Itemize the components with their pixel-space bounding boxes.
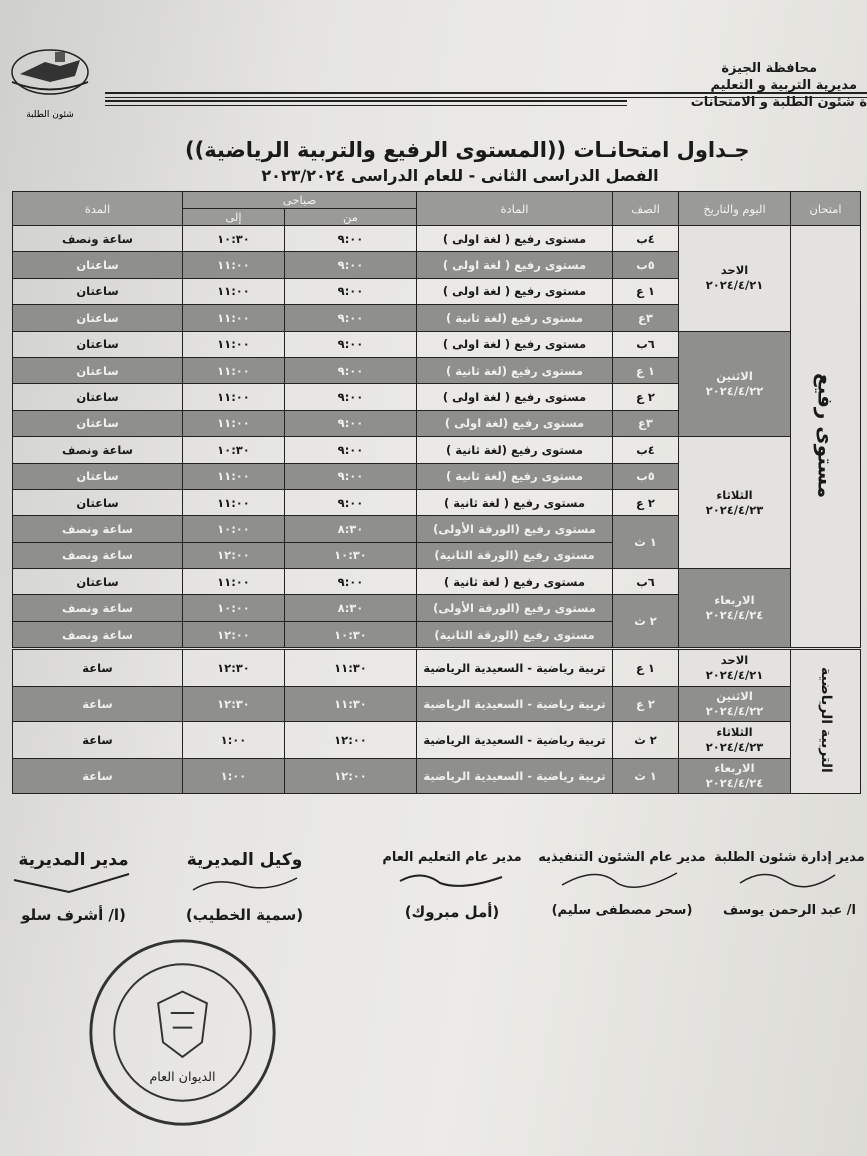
- duration-cell: ساعتان: [13, 569, 183, 595]
- duration-cell: ساعتان: [13, 357, 183, 383]
- table-row: [13, 437, 861, 463]
- from-cell: ٩:٠٠: [285, 357, 417, 383]
- letterhead-directorate: مديرية التربية و التعليم: [710, 78, 857, 93]
- handwritten-signature-icon: [185, 870, 305, 898]
- day-cell: الاحد ٢٠٢٤/٤/٢١: [679, 649, 791, 687]
- to-cell: ١٢:٠٠: [183, 542, 285, 568]
- duration-cell: ساعتان: [13, 384, 183, 410]
- duration-cell: ساعة: [13, 687, 183, 722]
- class-cell: ٢ ع: [613, 489, 679, 515]
- class-cell: ٢ ث: [613, 722, 679, 759]
- class-cell: ٤ب: [613, 437, 679, 463]
- to-cell: ١١:٠٠: [183, 569, 285, 595]
- handwritten-signature-icon: [735, 865, 845, 893]
- day-cell: الاثنين ٢٠٢٤/٤/٢٢: [679, 687, 791, 722]
- class-cell: ٦ب: [613, 569, 679, 595]
- subject-cell: مستوى رفيع (الورقة الثانية): [417, 621, 613, 648]
- page-title: جـداول امتحانـات ((المستوى الرفيع والتربية الرياضية)): [185, 138, 750, 162]
- handwritten-signature-icon: [557, 865, 687, 893]
- from-cell: ١٠:٣٠: [285, 621, 417, 648]
- subject-cell: مستوى رفيع (الورقة الثانية): [417, 542, 613, 568]
- class-cell: ١ ع: [613, 649, 679, 687]
- from-cell: ٨:٣٠: [285, 595, 417, 621]
- class-cell: ١ ع: [613, 357, 679, 383]
- duration-cell: ساعة: [13, 722, 183, 759]
- page-subtitle: الفصل الدراسى الثانى - للعام الدراسى ٢٠٢٣/٢٠٢٤: [261, 166, 659, 185]
- duration-cell: ساعتان: [13, 489, 183, 515]
- subject-cell: مستوى رفيع (لغة ثانية ): [417, 305, 613, 331]
- logo-caption: شئون الطلبة: [26, 110, 74, 120]
- class-cell: ٥ب: [613, 252, 679, 278]
- day-cell: الاثنين ٢٠٢٤/٤/٢٢: [679, 331, 791, 437]
- to-cell: ١٠:٠٠: [183, 516, 285, 542]
- class-cell: ٢ ث: [613, 595, 679, 649]
- duration-cell: ساعة ونصف: [13, 437, 183, 463]
- signature-deputy: وكيل المديرية (سمية الخطيب): [185, 850, 304, 924]
- ministry-logo: [0, 42, 100, 122]
- to-cell: ١٠:٣٠: [183, 437, 285, 463]
- subject-cell: مستوى رفيع ( لغة ثانية ): [417, 569, 613, 595]
- from-cell: ١٢:٠٠: [285, 759, 417, 794]
- header-class: الصف: [613, 192, 679, 226]
- to-cell: ١٢:٣٠: [183, 649, 285, 687]
- stamp-text: الديوان العام: [149, 1069, 216, 1085]
- from-cell: ١٢:٠٠: [285, 722, 417, 759]
- class-cell: ٤ب: [613, 226, 679, 252]
- to-cell: ١١:٠٠: [183, 384, 285, 410]
- signature-students-affairs: مدير إدارة شئون الطلبة ا/ عبد الرحمن يوسف: [714, 850, 865, 918]
- duration-cell: ساعة: [13, 759, 183, 794]
- to-cell: ١٢:٣٠: [183, 687, 285, 722]
- duration-cell: ساعة: [13, 649, 183, 687]
- from-cell: ١١:٣٠: [285, 649, 417, 687]
- duration-cell: ساعتان: [13, 410, 183, 436]
- from-cell: ٩:٠٠: [285, 463, 417, 489]
- subject-cell: مستوى رفيع (الورقة الأولى): [417, 595, 613, 621]
- subject-cell: تربية رياضية - السعيدية الرياضية: [417, 759, 613, 794]
- class-cell: ٥ب: [613, 463, 679, 489]
- duration-cell: ساعتان: [13, 278, 183, 304]
- header-day-date: اليوم والتاريخ: [679, 192, 791, 226]
- section-rafie: مستوى رفيع: [791, 226, 861, 649]
- day-cell: الاربعاء ٢٠٢٤/٤/٢٤: [679, 569, 791, 649]
- table-row: [13, 687, 861, 722]
- handwritten-signature-icon: [392, 865, 512, 893]
- duration-cell: ساعتان: [13, 305, 183, 331]
- day-cell: الاربعاء ٢٠٢٤/٤/٢٤: [679, 759, 791, 794]
- signature-general-education: مدير عام التعليم العام (أمل مبروك): [382, 850, 522, 921]
- section-sports: التربية الرياضية: [791, 649, 861, 794]
- subject-cell: مستوى رفيع (لغة اولى ): [417, 410, 613, 436]
- class-cell: ٣ع: [613, 410, 679, 436]
- duration-cell: ساعة ونصف: [13, 621, 183, 648]
- from-cell: ١١:٣٠: [285, 687, 417, 722]
- table-row: [13, 649, 861, 687]
- class-cell: ٢ ع: [613, 384, 679, 410]
- subject-cell: مستوى رفيع (لغة ثانية ): [417, 463, 613, 489]
- round-official-stamp-icon: [85, 935, 280, 1130]
- signature-executive-affairs: مدير عام الشئون التنفيذيه (سحر مصطفى سليم): [538, 850, 706, 918]
- subject-cell: تربية رياضية - السعيدية الرياضية: [417, 687, 613, 722]
- subject-cell: تربية رياضية - السعيدية الرياضية: [417, 649, 613, 687]
- subject-cell: مستوى رفيع ( لغة اولى ): [417, 384, 613, 410]
- duration-cell: ساعتان: [13, 252, 183, 278]
- duration-cell: ساعة ونصف: [13, 226, 183, 252]
- header-rule: [105, 92, 867, 98]
- to-cell: ١١:٠٠: [183, 278, 285, 304]
- letterhead: [627, 60, 867, 111]
- day-cell: الثلاثاء ٢٠٢٤/٤/٢٣: [679, 437, 791, 569]
- to-cell: ١١:٠٠: [183, 410, 285, 436]
- duration-cell: ساعتان: [13, 463, 183, 489]
- duration-cell: ساعة ونصف: [13, 516, 183, 542]
- header-exam: امتحان: [791, 192, 861, 226]
- subject-cell: مستوى رفيع ( لغة اولى ): [417, 252, 613, 278]
- table-row: [13, 722, 861, 759]
- class-cell: ٢ ع: [613, 687, 679, 722]
- to-cell: ١:٠٠: [183, 722, 285, 759]
- subject-cell: مستوى رفيع (الورقة الأولى): [417, 516, 613, 542]
- from-cell: ٩:٠٠: [285, 569, 417, 595]
- header-rule-2: [105, 100, 627, 106]
- letterhead-governorate: محافظة الجيزة: [721, 61, 817, 76]
- to-cell: ١١:٠٠: [183, 463, 285, 489]
- header-to: إلى: [183, 209, 285, 226]
- header-subject: المادة: [417, 192, 613, 226]
- table-row: [13, 569, 861, 595]
- from-cell: ٩:٠٠: [285, 384, 417, 410]
- class-cell: ١ ث: [613, 516, 679, 569]
- to-cell: ١١:٠٠: [183, 331, 285, 357]
- table-row: [13, 331, 861, 357]
- table-row: [13, 759, 861, 794]
- from-cell: ٩:٠٠: [285, 331, 417, 357]
- subject-cell: مستوى رفيع ( لغة اولى ): [417, 226, 613, 252]
- from-cell: ٩:٠٠: [285, 437, 417, 463]
- to-cell: ١٠:٣٠: [183, 226, 285, 252]
- subject-cell: مستوى رفيع ( لغة اولى ): [417, 278, 613, 304]
- duration-cell: ساعتان: [13, 331, 183, 357]
- subject-cell: مستوى رفيع ( لغة اولى ): [417, 331, 613, 357]
- header-period: صباحى: [183, 192, 417, 209]
- class-cell: ١ ث: [613, 759, 679, 794]
- from-cell: ٩:٠٠: [285, 489, 417, 515]
- class-cell: ٣ع: [613, 305, 679, 331]
- to-cell: ١١:٠٠: [183, 357, 285, 383]
- subject-cell: تربية رياضية - السعيدية الرياضية: [417, 722, 613, 759]
- class-cell: ٦ب: [613, 331, 679, 357]
- from-cell: ٩:٠٠: [285, 226, 417, 252]
- from-cell: ١٠:٣٠: [285, 542, 417, 568]
- from-cell: ٩:٠٠: [285, 410, 417, 436]
- from-cell: ٩:٠٠: [285, 305, 417, 331]
- day-cell: الاحد ٢٠٢٤/٤/٢١: [679, 226, 791, 332]
- signature-director: مدير المديرية (ا/ أشرف سلو: [0, 850, 147, 924]
- to-cell: ١٠:٠٠: [183, 595, 285, 621]
- from-cell: ٩:٠٠: [285, 252, 417, 278]
- letterhead-department: ة شئون الطلبة و الامتحانات: [690, 95, 867, 110]
- to-cell: ١١:٠٠: [183, 252, 285, 278]
- to-cell: ١٢:٠٠: [183, 621, 285, 648]
- class-cell: ١ ع: [613, 278, 679, 304]
- to-cell: ١:٠٠: [183, 759, 285, 794]
- subject-cell: مستوى رفيع (لغة ثانية ): [417, 357, 613, 383]
- to-cell: ١١:٠٠: [183, 489, 285, 515]
- header-from: من: [285, 209, 417, 226]
- duration-cell: ساعة ونصف: [13, 595, 183, 621]
- day-cell: الثلاثاء ٢٠٢٤/٤/٢٣: [679, 722, 791, 759]
- header-duration: المدة: [13, 192, 183, 226]
- handwritten-signature-icon: [9, 870, 139, 898]
- duration-cell: ساعة ونصف: [13, 542, 183, 568]
- exam-schedule-table: [12, 191, 861, 794]
- from-cell: ٩:٠٠: [285, 278, 417, 304]
- table-row: [13, 226, 861, 252]
- to-cell: ١١:٠٠: [183, 305, 285, 331]
- from-cell: ٨:٣٠: [285, 516, 417, 542]
- subject-cell: مستوى رفيع ( لغة ثانية ): [417, 489, 613, 515]
- subject-cell: مستوى رفيع (لغة ثانية ): [417, 437, 613, 463]
